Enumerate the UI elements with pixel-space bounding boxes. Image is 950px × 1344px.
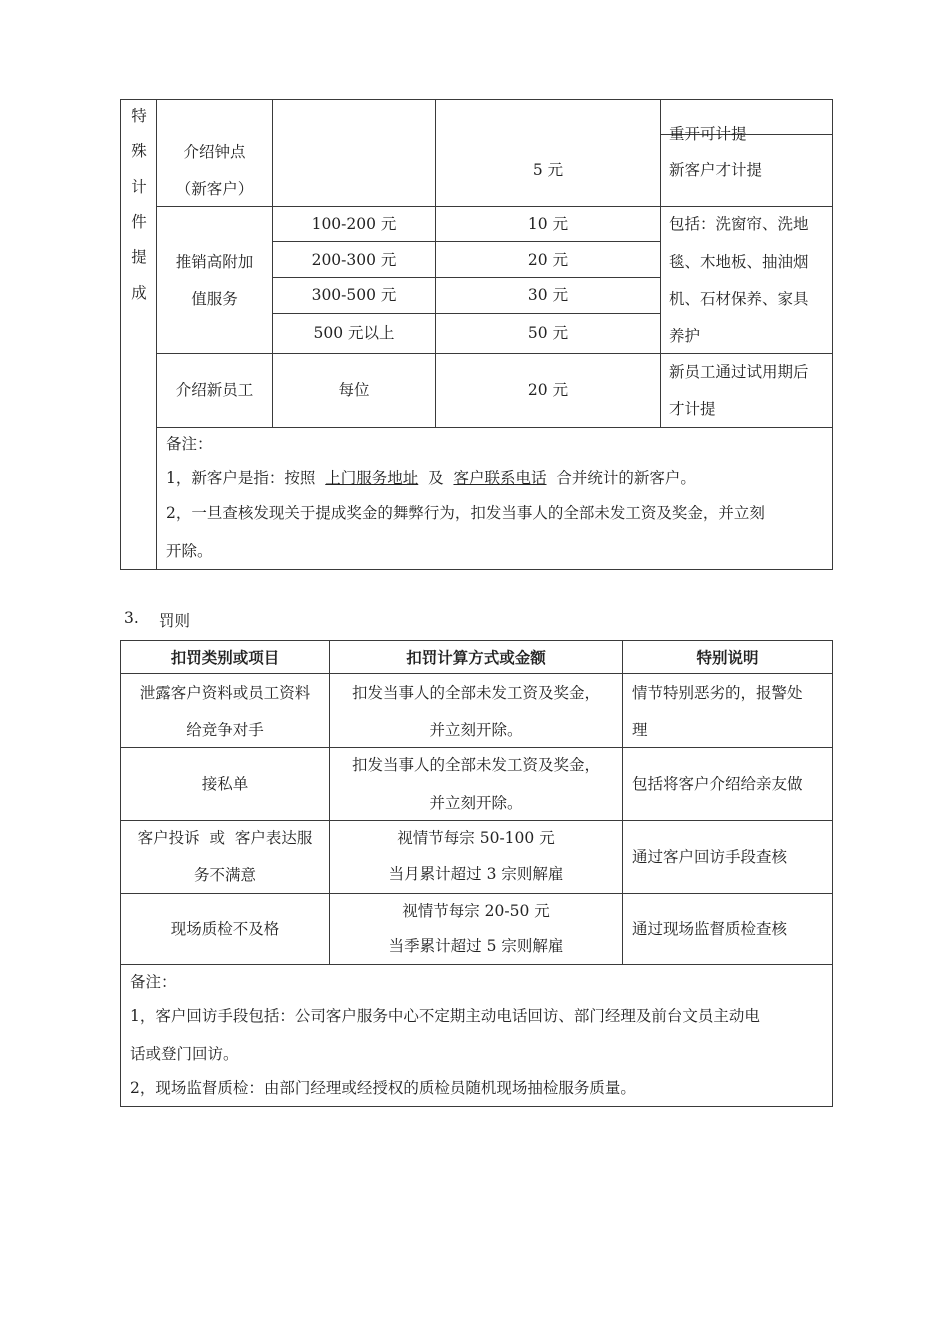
header-note: 特别说明 <box>696 648 759 667</box>
row-method: 当季累计超过 5 宗则解雇 <box>388 937 564 955</box>
upsell-label: 值服务 <box>191 290 238 308</box>
upsell-note-line: 包括：洗窗帘、洗地 <box>669 215 809 233</box>
group-label-char: 成 <box>131 284 147 302</box>
section-title: 罚则 <box>159 612 191 630</box>
row-note: 通过客户回访手段查核 <box>632 848 788 866</box>
group-label-char: 件 <box>131 213 147 231</box>
tier-amount: 10 元 <box>527 215 569 233</box>
row-note: 情节特别恶劣的，报警处 <box>632 684 803 702</box>
remarks-line-1b: 话或登门回访。 <box>130 1045 239 1063</box>
row-note: 包括将客户介绍给亲友做 <box>632 775 803 793</box>
intro-clock-note: 新客户才计提 <box>669 161 763 179</box>
group-label-char: 殊 <box>131 142 147 160</box>
customer-phone-link: 客户联系电话 <box>453 469 547 487</box>
row-item: 泄露客户资料或员工资料 <box>139 684 311 702</box>
row-item: 客户投诉 或 客户表达服 <box>137 829 313 847</box>
remarks-line-2: 2，现场监督质检：由部门经理或经授权的质检员随机现场抽检服务质量。 <box>130 1079 636 1097</box>
row-method: 并立刻开除。 <box>429 721 523 739</box>
remarks-text: 合并统计的新客户。 <box>556 469 696 487</box>
row-item: 接私单 <box>201 775 249 793</box>
remarks-text: 及 <box>428 469 444 487</box>
group-label-char: 提 <box>131 248 147 266</box>
upsell-note-line: 毯、木地板、抽油烟 <box>669 253 809 271</box>
group-label-char: 计 <box>131 178 147 196</box>
remarks-title: 备注： <box>130 973 177 991</box>
tier-amount: 50 元 <box>527 324 569 342</box>
upsell-note-line: 养护 <box>669 327 701 345</box>
row-method: 并立刻开除。 <box>429 794 523 812</box>
row-item: 务不满意 <box>193 866 256 884</box>
tier-amount: 20 元 <box>527 251 569 269</box>
remarks-title: 备注： <box>166 435 213 453</box>
remarks-line-1 <box>166 466 696 488</box>
new-staff-label: 介绍新员工 <box>175 381 254 399</box>
tier-amount: 30 元 <box>527 286 569 304</box>
service-address-link: 上门服务地址 <box>325 469 419 487</box>
intro-clock-label: （新客户） <box>175 180 254 198</box>
new-staff-amount: 20 元 <box>527 381 569 399</box>
row-method: 扣发当事人的全部未发工资及奖金， <box>351 756 600 774</box>
tier-range: 200-300 元 <box>311 251 397 269</box>
reopen-note: 重开可计提 <box>669 125 747 143</box>
row-note: 理 <box>632 721 648 739</box>
row-note: 通过现场监督质检查核 <box>632 920 788 938</box>
new-staff-note: 新员工通过试用期后 <box>669 363 809 381</box>
intro-clock-amount: 5 元 <box>532 161 564 179</box>
tier-range: 100-200 元 <box>311 215 397 233</box>
row-method: 视情节每宗 20-50 元 <box>402 902 550 920</box>
row-item: 现场质检不及格 <box>170 920 280 938</box>
row-method: 视情节每宗 50-100 元 <box>397 829 555 847</box>
header-item: 扣罚类别或项目 <box>170 648 280 667</box>
new-staff-note: 才计提 <box>669 400 716 418</box>
new-staff-unit: 每位 <box>338 381 370 399</box>
remarks-line-2: 2，一旦查核发现关于提成奖金的舞弊行为，扣发当事人的全部未发工资及奖金，并立刻 <box>166 504 765 522</box>
remarks-line-2b: 开除。 <box>166 542 213 560</box>
upsell-note-line: 机、石材保养、家具 <box>669 290 809 308</box>
remarks-line-1: 1，客户回访手段包括：公司客户服务中心不定期主动电话回访、部门经理及前台文员主动电 <box>130 1007 760 1025</box>
upsell-label: 推销高附加 <box>175 253 254 271</box>
group-label-char: 特 <box>131 107 147 125</box>
tier-range: 500 元以上 <box>313 324 395 342</box>
header-method: 扣罚计算方式或金额 <box>406 648 546 667</box>
tier-range: 300-500 元 <box>311 286 397 304</box>
intro-clock-label: 介绍钟点 <box>183 143 246 161</box>
row-method: 扣发当事人的全部未发工资及奖金， <box>351 684 600 702</box>
remarks-text: 1，新客户是指：按照 <box>166 469 316 487</box>
row-method: 当月累计超过 3 宗则解雇 <box>388 865 564 883</box>
section-number: 3. <box>124 609 139 627</box>
row-item: 给竞争对手 <box>186 721 264 739</box>
